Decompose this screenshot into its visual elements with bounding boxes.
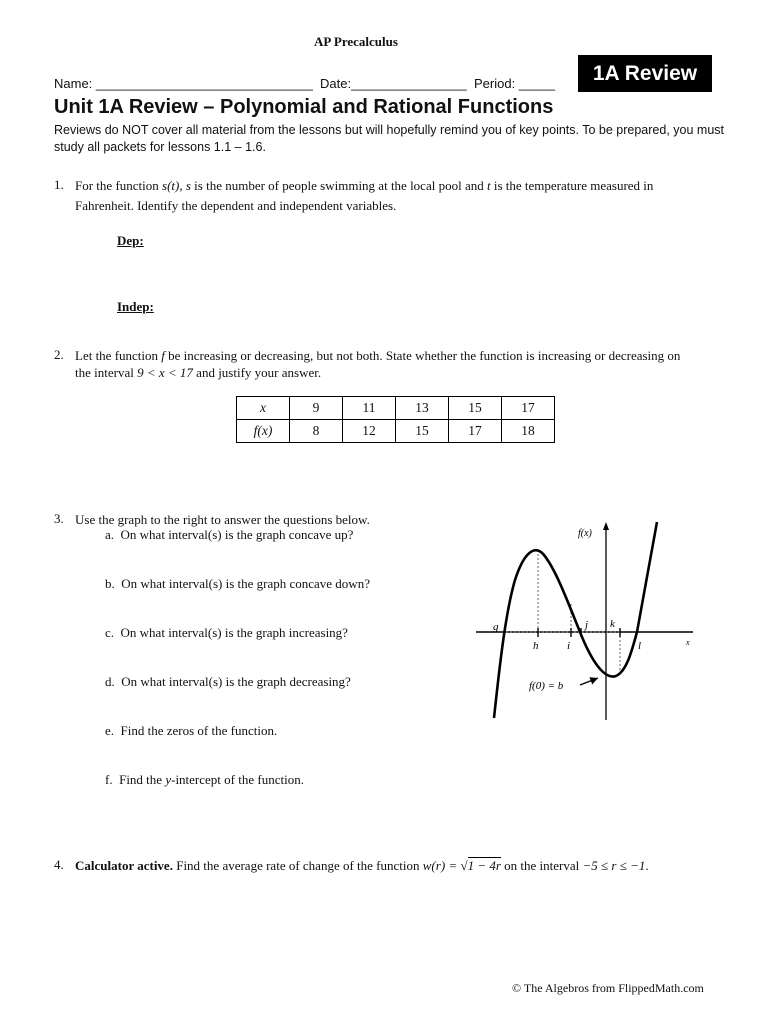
q4-text-a: Find the average rate of change of the function — [172, 858, 423, 873]
q3-graph — [470, 518, 700, 723]
q3d-letter: d. — [105, 674, 115, 689]
point-g-label: g — [493, 621, 499, 633]
q4-bold: Calculator active. — [75, 858, 173, 873]
q2-text-a: Let the function — [75, 348, 162, 363]
q3c-text: On what interval(s) is the graph increasing? — [120, 625, 348, 640]
q4-number: 4. — [54, 857, 64, 872]
table-cell: 15 — [449, 397, 502, 420]
q3f-text-a: Find the — [119, 772, 166, 787]
q2-math-f: f — [161, 348, 165, 363]
q3d — [105, 674, 351, 690]
point-h-label: h — [533, 640, 539, 652]
q4-math-w: w(r) = — [422, 858, 461, 873]
table-cell: 15 — [396, 420, 449, 443]
q4-text — [75, 857, 745, 874]
q3a — [105, 527, 353, 543]
q3b-text: On what interval(s) is the graph concave down? — [121, 576, 370, 591]
q1-text-line2: Fahrenheit. Identify the dependent and independent variables. — [75, 198, 397, 213]
q1-text-a: For the function — [75, 178, 163, 193]
q3f — [105, 772, 304, 788]
table-cell: 8 — [290, 420, 343, 443]
q4-radical: √ — [460, 858, 468, 873]
point-k-label: k — [610, 618, 615, 630]
q3f-text-b: -intercept of the function. — [171, 772, 304, 787]
table-header-x: x — [237, 397, 290, 420]
q3a-text: On what interval(s) is the graph concave up? — [120, 527, 354, 542]
q2-value-table — [236, 396, 555, 443]
q1-text-b: , — [179, 178, 186, 193]
q1-math-t: t — [486, 178, 491, 193]
q3d-text: On what interval(s) is the graph decreasing? — [121, 674, 351, 689]
q3-number: 3. — [54, 511, 64, 526]
q3e-letter: e. — [105, 723, 115, 738]
q2-text-line2 — [75, 364, 321, 381]
q2-number: 2. — [54, 347, 64, 362]
f0-arrow — [580, 678, 598, 685]
q2-line2-a: the interval — [75, 365, 138, 380]
point-l-label: l — [638, 640, 642, 652]
q3-text: Use the graph to the right to answer the questions below. — [75, 512, 370, 527]
q3c-letter: c. — [105, 625, 115, 640]
table-cell: 17 — [449, 420, 502, 443]
indep-label: Indep: — [117, 299, 154, 314]
y-axis-arrow — [603, 522, 609, 530]
q2-math-interval: 9 < x < 17 — [137, 365, 193, 380]
q3c — [105, 625, 348, 641]
table-cell: 11 — [343, 397, 396, 420]
q3b — [105, 576, 370, 592]
table-cell: 13 — [396, 397, 449, 420]
f0-annotation: f(0) = b — [529, 680, 564, 692]
table-header-fx: f(x) — [237, 420, 290, 443]
q2-text — [75, 347, 745, 364]
q1-text — [75, 177, 735, 194]
q3f-math-y: y — [165, 772, 172, 787]
y-axis-label: f(x) — [578, 528, 592, 539]
function-curve — [494, 522, 657, 718]
intro-text: Reviews do NOT cover all material from the lessons but will hopefully remind you of key points. To be prepared, you must study all packets for lessons 1.1 – 1.6. — [54, 123, 724, 154]
review-badge: 1A Review — [578, 55, 712, 92]
q4-text-c: . — [645, 858, 649, 873]
footer-credit: © The Algebros from FlippedMath.com — [512, 981, 704, 995]
point-j-label: j — [585, 619, 589, 631]
q3a-letter: a. — [105, 527, 115, 542]
q1-math-s: s — [185, 178, 191, 193]
q2-line2-b: and justify your answer. — [192, 365, 322, 380]
q3b-letter: b. — [105, 576, 115, 591]
name-date-period-line: Name: ______________________________ Date:________________ Period: _____ — [54, 76, 555, 91]
q1-number: 1. — [54, 177, 64, 192]
q2-text-b: be increasing or decreasing, but not both. State whether the function is increasing or decreasing on — [164, 348, 681, 363]
q1-text-d: is the temperature measured in — [490, 178, 654, 193]
q1-math-st: s(t) — [162, 178, 180, 193]
q3f-letter: f. — [105, 772, 113, 787]
dep-label: Dep: — [117, 233, 144, 248]
table-cell: 18 — [502, 420, 555, 443]
table-row-fx — [237, 420, 555, 443]
x-axis-label: x — [686, 638, 690, 647]
q4-math-interval: −5 ≤ r ≤ −1 — [582, 858, 646, 873]
q3e — [105, 723, 277, 739]
q1-text-c: is the number of people swimming at the local pool and — [190, 178, 487, 193]
q3e-text: Find the zeros of the function. — [120, 723, 278, 738]
point-i-label: i — [567, 640, 571, 652]
course-title: AP Precalculus — [314, 34, 398, 49]
table-row-x — [237, 397, 555, 420]
table-cell: 12 — [343, 420, 396, 443]
table-cell: 9 — [290, 397, 343, 420]
q4-text-b: on the interval — [500, 858, 583, 873]
table-cell: 17 — [502, 397, 555, 420]
page-title: Unit 1A Review – Polynomial and Rational Functions — [54, 96, 554, 118]
q4-radicand: 1 − 4r — [467, 858, 501, 873]
